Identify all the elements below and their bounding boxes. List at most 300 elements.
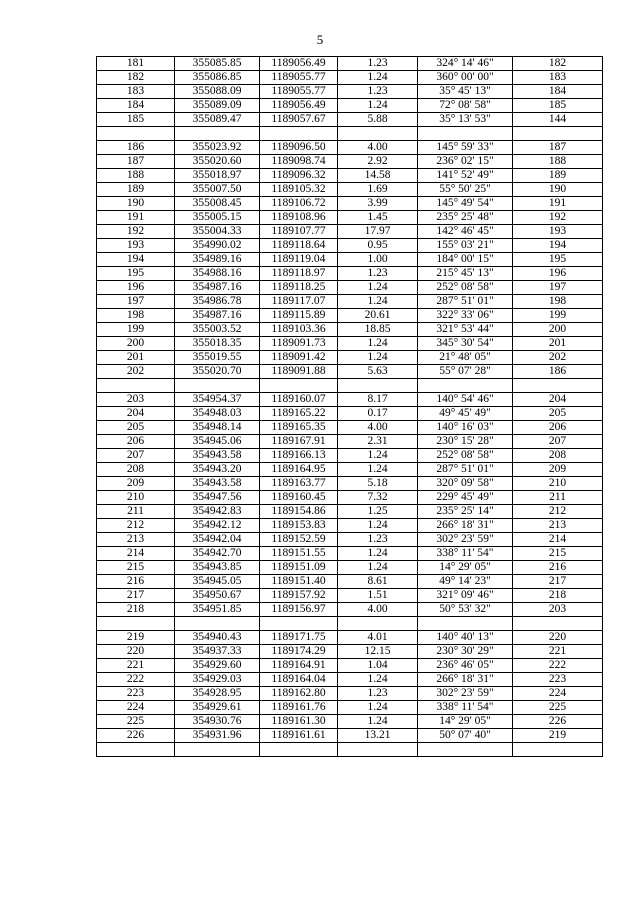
distance-cell: 1.24 [338,561,418,575]
x-coordinate-cell: 354988.16 [175,267,260,281]
bearing-cell: 215° 45' 13" [418,267,513,281]
y-coordinate-cell: 1189165.22 [260,407,338,421]
table-row [97,295,603,309]
y-coordinate-cell: 1189161.61 [260,729,338,743]
distance-cell: 1.24 [338,701,418,715]
bearing-cell: 360° 00' 00" [418,71,513,85]
bearing-cell: 252° 08' 58" [418,281,513,295]
x-coordinate-cell: 355089.47 [175,113,260,127]
bearing-cell: 141° 52' 49" [418,169,513,183]
bearing-cell: 321° 09' 46" [418,589,513,603]
x-coordinate-cell [175,743,260,757]
next-point-cell: 186 [513,365,603,379]
next-point-cell: 213 [513,519,603,533]
x-coordinate-cell: 355089.09 [175,99,260,113]
table-row [97,561,603,575]
bearing-cell: 266° 18' 31" [418,673,513,687]
table-row [97,715,603,729]
x-coordinate-cell: 354987.16 [175,309,260,323]
bearing-cell: 229° 45' 49" [418,491,513,505]
x-coordinate-cell: 354945.05 [175,575,260,589]
y-coordinate-cell: 1189103.36 [260,323,338,337]
distance-cell: 4.00 [338,421,418,435]
bearing-cell: 236° 46' 05" [418,659,513,673]
distance-cell: 7.32 [338,491,418,505]
next-point-cell: 200 [513,323,603,337]
table-row [97,57,603,71]
distance-cell [338,127,418,141]
bearing-cell: 230° 30' 29" [418,645,513,659]
x-coordinate-cell: 355088.09 [175,85,260,99]
y-coordinate-cell: 1189160.07 [260,393,338,407]
x-coordinate-cell: 354947.56 [175,491,260,505]
y-coordinate-cell [260,127,338,141]
y-coordinate-cell: 1189161.30 [260,715,338,729]
point-number-cell: 226 [97,729,175,743]
next-point-cell: 202 [513,351,603,365]
bearing-cell: 145° 49' 54" [418,197,513,211]
distance-cell: 0.17 [338,407,418,421]
next-point-cell: 224 [513,687,603,701]
distance-cell: 1.24 [338,449,418,463]
table-row [97,547,603,561]
table-row [97,393,603,407]
distance-cell: 4.01 [338,631,418,645]
next-point-cell: 144 [513,113,603,127]
distance-cell: 2.92 [338,155,418,169]
distance-cell: 12.15 [338,645,418,659]
distance-cell: 1.24 [338,281,418,295]
point-number-cell [97,127,175,141]
x-coordinate-cell: 355020.60 [175,155,260,169]
distance-cell: 18.85 [338,323,418,337]
distance-cell: 1.24 [338,715,418,729]
point-number-cell: 199 [97,323,175,337]
distance-cell: 1.24 [338,99,418,113]
next-point-cell: 195 [513,253,603,267]
next-point-cell: 189 [513,169,603,183]
distance-cell: 1.45 [338,211,418,225]
y-coordinate-cell: 1189118.97 [260,267,338,281]
next-point-cell: 192 [513,211,603,225]
distance-cell: 1.23 [338,57,418,71]
x-coordinate-cell: 354945.06 [175,435,260,449]
point-number-cell: 183 [97,85,175,99]
point-number-cell: 182 [97,71,175,85]
point-number-cell [97,617,175,631]
point-number-cell: 185 [97,113,175,127]
bearing-cell: 155° 03' 21" [418,239,513,253]
bearing-cell: 140° 16' 03" [418,421,513,435]
x-coordinate-cell: 354950.67 [175,589,260,603]
x-coordinate-cell: 354928.95 [175,687,260,701]
bearing-cell: 252° 08' 58" [418,449,513,463]
distance-cell [338,743,418,757]
x-coordinate-cell: 354951.85 [175,603,260,617]
next-point-cell: 185 [513,99,603,113]
x-coordinate-cell: 355008.45 [175,197,260,211]
distance-cell: 1.24 [338,71,418,85]
y-coordinate-cell: 1189153.83 [260,519,338,533]
y-coordinate-cell: 1189151.55 [260,547,338,561]
distance-cell: 20.61 [338,309,418,323]
y-coordinate-cell: 1189152.59 [260,533,338,547]
table-row [97,197,603,211]
y-coordinate-cell: 1189161.76 [260,701,338,715]
x-coordinate-cell [175,617,260,631]
point-number-cell: 209 [97,477,175,491]
y-coordinate-cell: 1189055.77 [260,85,338,99]
next-point-cell [513,127,603,141]
table-row [97,477,603,491]
x-coordinate-cell: 354942.12 [175,519,260,533]
table-row [97,225,603,239]
table-row [97,519,603,533]
bearing-cell: 302° 23' 59" [418,533,513,547]
point-number-cell: 214 [97,547,175,561]
point-number-cell: 211 [97,505,175,519]
table-row [97,351,603,365]
x-coordinate-cell: 355023.92 [175,141,260,155]
distance-cell: 1.00 [338,253,418,267]
point-number-cell: 212 [97,519,175,533]
table-row [97,673,603,687]
y-coordinate-cell: 1189160.45 [260,491,338,505]
next-point-cell: 220 [513,631,603,645]
x-coordinate-cell: 354931.96 [175,729,260,743]
distance-cell: 5.88 [338,113,418,127]
bearing-cell: 140° 40' 13" [418,631,513,645]
next-point-cell: 194 [513,239,603,253]
bearing-cell [418,127,513,141]
bearing-cell: 35° 45' 13" [418,85,513,99]
x-coordinate-cell: 354987.16 [175,281,260,295]
y-coordinate-cell: 1189164.95 [260,463,338,477]
bearing-cell: 287° 51' 01" [418,295,513,309]
y-coordinate-cell: 1189157.92 [260,589,338,603]
next-point-cell: 222 [513,659,603,673]
x-coordinate-cell: 354948.14 [175,421,260,435]
x-coordinate-cell: 355005.15 [175,211,260,225]
x-coordinate-cell: 354943.58 [175,449,260,463]
point-number-cell: 196 [97,281,175,295]
x-coordinate-cell: 354929.60 [175,659,260,673]
x-coordinate-cell: 354929.03 [175,673,260,687]
bearing-cell: 50° 53' 32" [418,603,513,617]
table-row [97,575,603,589]
table-row [97,645,603,659]
page-number: 5 [316,32,324,47]
y-coordinate-cell [260,617,338,631]
bearing-cell: 140° 54' 46" [418,393,513,407]
bearing-cell: 345° 30' 54" [418,337,513,351]
table-row [97,85,603,99]
next-point-cell: 187 [513,141,603,155]
x-coordinate-cell: 354943.20 [175,463,260,477]
point-number-cell: 190 [97,197,175,211]
x-coordinate-cell: 355003.52 [175,323,260,337]
y-coordinate-cell: 1189165.35 [260,421,338,435]
point-number-cell: 207 [97,449,175,463]
table-row [97,631,603,645]
table-row [97,169,603,183]
x-coordinate-cell: 354929.61 [175,701,260,715]
point-number-cell: 181 [97,57,175,71]
point-number-cell: 225 [97,715,175,729]
point-number-cell: 189 [97,183,175,197]
table-row [97,407,603,421]
distance-cell: 2.31 [338,435,418,449]
y-coordinate-cell: 1189164.04 [260,673,338,687]
y-coordinate-cell: 1189174.29 [260,645,338,659]
y-coordinate-cell: 1189171.75 [260,631,338,645]
next-point-cell [513,617,603,631]
y-coordinate-cell: 1189105.32 [260,183,338,197]
point-number-cell: 202 [97,365,175,379]
table-row [97,281,603,295]
bearing-cell: 184° 00' 15" [418,253,513,267]
table-row [97,421,603,435]
distance-cell [338,617,418,631]
point-number-cell [97,743,175,757]
table-row [97,449,603,463]
point-number-cell: 193 [97,239,175,253]
bearing-cell: 49° 14' 23" [418,575,513,589]
point-number-cell: 215 [97,561,175,575]
point-number-cell: 217 [97,589,175,603]
bearing-cell: 302° 23' 59" [418,687,513,701]
table-row [97,211,603,225]
bearing-cell: 49° 45' 49" [418,407,513,421]
table-row [97,687,603,701]
point-number-cell: 224 [97,701,175,715]
table-row [97,701,603,715]
next-point-cell: 208 [513,449,603,463]
bearing-cell: 142° 46' 45" [418,225,513,239]
table-row [97,71,603,85]
next-point-cell: 215 [513,547,603,561]
bearing-cell: 338° 11' 54" [418,547,513,561]
distance-cell: 4.00 [338,603,418,617]
next-point-cell [513,379,603,393]
point-number-cell: 222 [97,673,175,687]
coordinates-table [96,56,603,757]
distance-cell: 1.23 [338,687,418,701]
next-point-cell: 221 [513,645,603,659]
distance-cell: 1.24 [338,351,418,365]
bearing-cell: 287° 51' 01" [418,463,513,477]
next-point-cell: 182 [513,57,603,71]
x-coordinate-cell: 355020.70 [175,365,260,379]
next-point-cell: 210 [513,477,603,491]
distance-cell: 1.24 [338,337,418,351]
y-coordinate-cell: 1189091.88 [260,365,338,379]
next-point-cell: 183 [513,71,603,85]
bearing-cell: 266° 18' 31" [418,519,513,533]
y-coordinate-cell: 1189156.97 [260,603,338,617]
distance-cell: 8.61 [338,575,418,589]
distance-cell: 1.24 [338,547,418,561]
distance-cell: 1.24 [338,295,418,309]
bearing-cell [418,743,513,757]
table-row [97,491,603,505]
y-coordinate-cell: 1189096.50 [260,141,338,155]
point-number-cell: 206 [97,435,175,449]
y-coordinate-cell: 1189056.49 [260,99,338,113]
point-number-cell: 213 [97,533,175,547]
table-row [97,183,603,197]
next-point-cell: 201 [513,337,603,351]
bearing-cell: 35° 13' 53" [418,113,513,127]
y-coordinate-cell [260,743,338,757]
x-coordinate-cell: 354943.58 [175,477,260,491]
bearing-cell: 230° 15' 28" [418,435,513,449]
distance-cell: 1.04 [338,659,418,673]
point-number-cell: 194 [97,253,175,267]
table-spacer-row [97,379,603,393]
x-coordinate-cell: 354990.02 [175,239,260,253]
y-coordinate-cell: 1189091.73 [260,337,338,351]
point-number-cell: 221 [97,659,175,673]
y-coordinate-cell: 1189162.80 [260,687,338,701]
next-point-cell: 198 [513,295,603,309]
coordinates-table-body [97,57,603,757]
y-coordinate-cell: 1189166.13 [260,449,338,463]
next-point-cell: 216 [513,561,603,575]
distance-cell: 14.58 [338,169,418,183]
x-coordinate-cell: 354942.83 [175,505,260,519]
bearing-cell: 320° 09' 58" [418,477,513,491]
bearing-cell: 236° 02' 15" [418,155,513,169]
point-number-cell: 187 [97,155,175,169]
table-row [97,239,603,253]
y-coordinate-cell [260,379,338,393]
distance-cell: 17.97 [338,225,418,239]
point-number-cell: 203 [97,393,175,407]
distance-cell: 1.23 [338,267,418,281]
y-coordinate-cell: 1189151.40 [260,575,338,589]
x-coordinate-cell: 354954.37 [175,393,260,407]
bearing-cell: 72° 08' 58" [418,99,513,113]
point-number-cell: 204 [97,407,175,421]
distance-cell: 1.23 [338,533,418,547]
point-number-cell: 195 [97,267,175,281]
table-spacer-row [97,743,603,757]
y-coordinate-cell: 1189106.72 [260,197,338,211]
x-coordinate-cell [175,379,260,393]
next-point-cell: 193 [513,225,603,239]
table-row [97,435,603,449]
distance-cell: 4.00 [338,141,418,155]
distance-cell: 1.51 [338,589,418,603]
y-coordinate-cell: 1189167.91 [260,435,338,449]
bearing-cell: 21° 48' 05" [418,351,513,365]
bearing-cell: 338° 11' 54" [418,701,513,715]
distance-cell: 5.63 [338,365,418,379]
next-point-cell: 211 [513,491,603,505]
distance-cell: 1.24 [338,519,418,533]
point-number-cell: 220 [97,645,175,659]
next-point-cell: 209 [513,463,603,477]
next-point-cell: 225 [513,701,603,715]
point-number-cell: 197 [97,295,175,309]
next-point-cell: 203 [513,603,603,617]
table-row [97,337,603,351]
bearing-cell: 50° 07' 40" [418,729,513,743]
distance-cell: 1.24 [338,673,418,687]
table-row [97,659,603,673]
bearing-cell: 145° 59' 33" [418,141,513,155]
x-coordinate-cell: 355018.97 [175,169,260,183]
x-coordinate-cell: 354940.43 [175,631,260,645]
table-row [97,365,603,379]
next-point-cell: 212 [513,505,603,519]
table-row [97,113,603,127]
table-row [97,309,603,323]
distance-cell: 1.69 [338,183,418,197]
distance-cell [338,379,418,393]
y-coordinate-cell: 1189091.42 [260,351,338,365]
x-coordinate-cell: 355086.85 [175,71,260,85]
y-coordinate-cell: 1189107.77 [260,225,338,239]
y-coordinate-cell: 1189115.89 [260,309,338,323]
table-row [97,267,603,281]
x-coordinate-cell: 354942.70 [175,547,260,561]
y-coordinate-cell: 1189057.67 [260,113,338,127]
x-coordinate-cell: 354948.03 [175,407,260,421]
point-number-cell [97,379,175,393]
table-row [97,463,603,477]
next-point-cell: 184 [513,85,603,99]
x-coordinate-cell: 354942.04 [175,533,260,547]
point-number-cell: 184 [97,99,175,113]
y-coordinate-cell: 1189056.49 [260,57,338,71]
y-coordinate-cell: 1189118.25 [260,281,338,295]
bearing-cell: 321° 53' 44" [418,323,513,337]
next-point-cell: 219 [513,729,603,743]
x-coordinate-cell: 355085.85 [175,57,260,71]
y-coordinate-cell: 1189117.07 [260,295,338,309]
distance-cell: 1.23 [338,85,418,99]
x-coordinate-cell: 354937.33 [175,645,260,659]
y-coordinate-cell: 1189119.04 [260,253,338,267]
x-coordinate-cell: 354986.78 [175,295,260,309]
point-number-cell: 218 [97,603,175,617]
next-point-cell: 214 [513,533,603,547]
distance-cell: 5.18 [338,477,418,491]
table-row [97,253,603,267]
y-coordinate-cell: 1189108.96 [260,211,338,225]
x-coordinate-cell [175,127,260,141]
next-point-cell: 196 [513,267,603,281]
y-coordinate-cell: 1189118.64 [260,239,338,253]
point-number-cell: 201 [97,351,175,365]
bearing-cell: 235° 25' 14" [418,505,513,519]
table-row [97,603,603,617]
y-coordinate-cell: 1189055.77 [260,71,338,85]
bearing-cell: 235° 25' 48" [418,211,513,225]
distance-cell: 8.17 [338,393,418,407]
x-coordinate-cell: 355007.50 [175,183,260,197]
y-coordinate-cell: 1189098.74 [260,155,338,169]
bearing-cell: 14° 29' 05" [418,561,513,575]
point-number-cell: 223 [97,687,175,701]
table-spacer-row [97,127,603,141]
table-row [97,729,603,743]
y-coordinate-cell: 1189163.77 [260,477,338,491]
distance-cell: 1.25 [338,505,418,519]
next-point-cell: 199 [513,309,603,323]
